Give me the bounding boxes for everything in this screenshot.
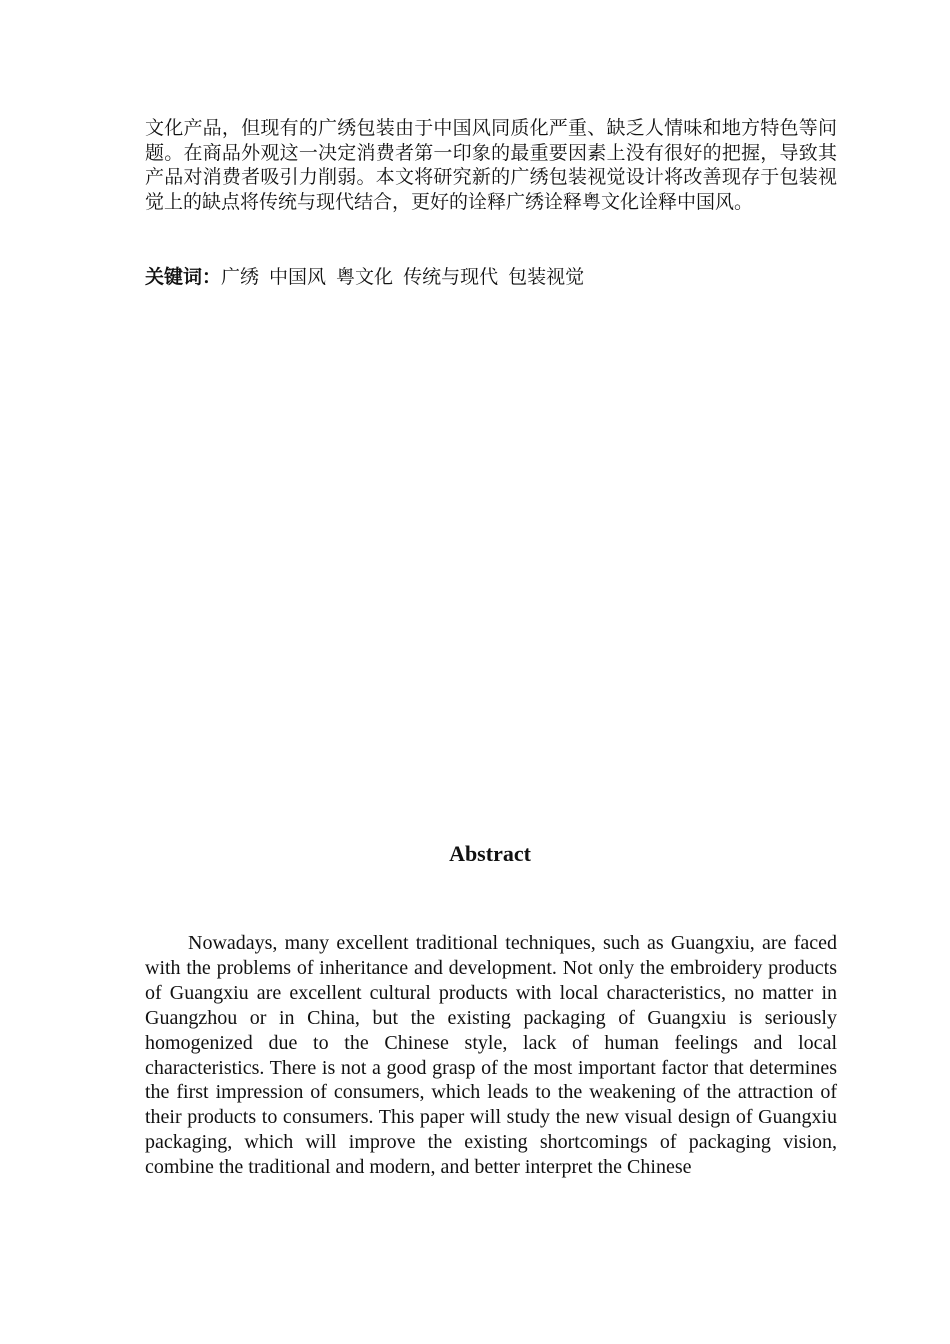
keyword: 包装视觉 bbox=[508, 266, 585, 288]
abstract-heading: Abstract bbox=[449, 841, 531, 866]
keyword: 中国风 bbox=[269, 266, 327, 288]
english-abstract-paragraph: Nowadays, many excellent traditional techniques, such as Guangxiu, are faced with the problems of inheritance and development. Not only the embroidery products of Guangxiu are excellent cultural products with local characteristics, no matter in Guangzhou or in China, but the existing packaging of Guangxiu is seriously homogenized due to the Chinese style, lack of human feelings and local characteristics. There is not a good grasp of the most important factor that determines the first impression of consumers, which leads to the weakening of the attraction of their products to consumers. This paper will study the new visual design of Guangxiu packaging, which will improve the existing shortcomings of packaging vision, combine the traditional and modern, and better interpret the Chinese bbox=[145, 932, 837, 1179]
keywords-line bbox=[145, 264, 837, 290]
keyword: 粤文化 bbox=[336, 266, 394, 288]
keyword: 传统与现代 bbox=[403, 266, 499, 288]
keyword: 广绣 bbox=[221, 266, 260, 288]
chinese-abstract-paragraph: 文化产品，但现有的广绣包装由于中国风同质化严重、缺乏人情味和地方特色等问题。在商品外观这一决定消费者第一印象的最重要因素上没有很好的把握，导致其产品对消费者吸引力削弱。本文将研究新的广绣包装视觉设计将改善现存于包装视觉上的缺点将传统与现代结合，更好的诠释广绣诠释粤文化诠释中国风。 bbox=[145, 117, 837, 213]
keywords-label: 关键词： bbox=[145, 266, 222, 288]
